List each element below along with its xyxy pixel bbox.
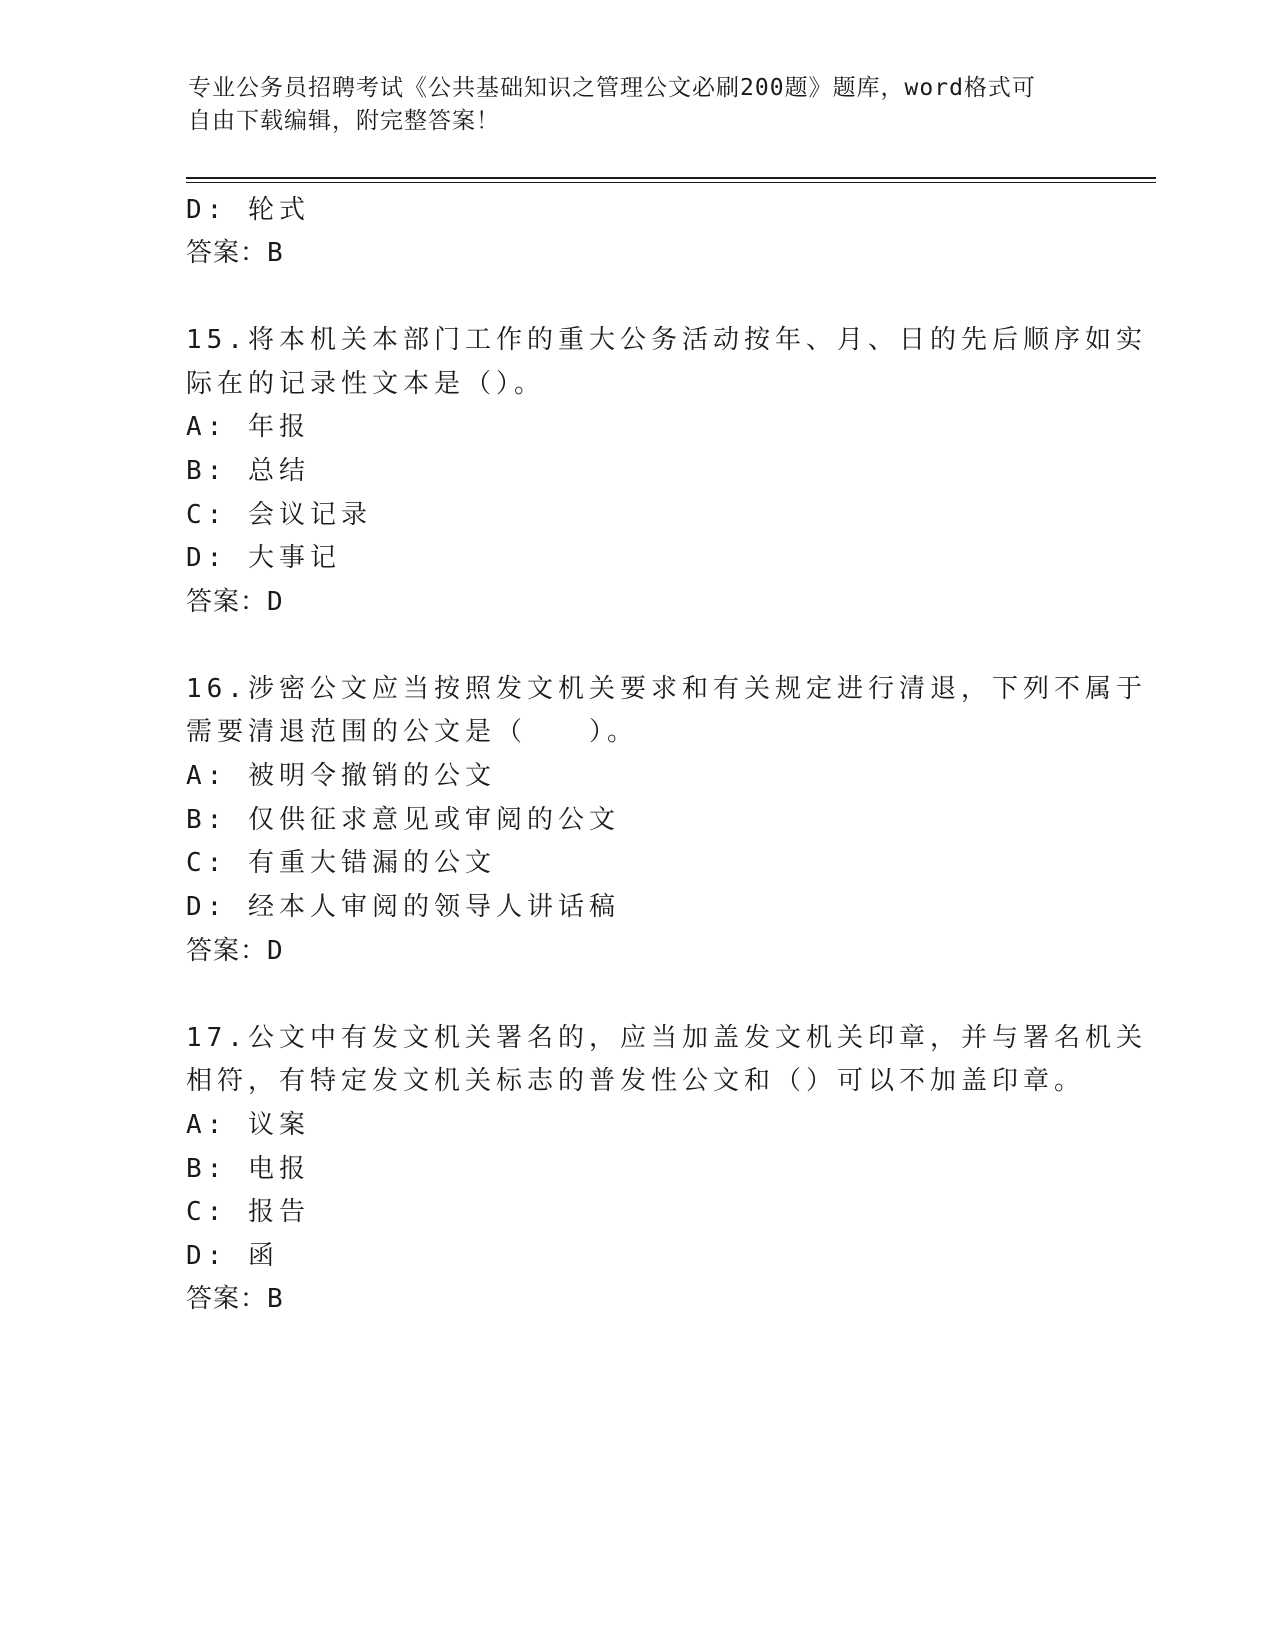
header-line-1: 专业公务员招聘考试《公共基础知识之管理公文必刷200题》题库，word格式可 [188, 75, 1036, 101]
header-divider-thin [186, 182, 1156, 183]
header-divider-thick [186, 177, 1156, 179]
header-line-2: 自由下载编辑，附完整答案！ [188, 108, 500, 134]
q17-answer: 答案：B [186, 1284, 284, 1314]
q16-answer: 答案：D [186, 936, 284, 966]
q14-answer: 答案：B [186, 238, 284, 268]
q17-option-a: A: 议案 [186, 1110, 310, 1140]
q15-option-b: B: 总结 [186, 456, 310, 486]
q16-option-a: A: 被明令撤销的公文 [186, 761, 496, 791]
q16-stem-line-1: 16.涉密公文应当按照发文机关要求和有关规定进行清退，下列不属于 [186, 674, 1147, 704]
q17-stem-line-2: 相符，有特定发文机关标志的普发性公文和（）可以不加盖印章。 [186, 1066, 1086, 1096]
q14-option-d: D: 轮式 [186, 195, 310, 225]
q15-option-a: A: 年报 [186, 412, 310, 442]
q15-option-d: D: 大事记 [186, 543, 341, 573]
q17-stem-line-1: 17.公文中有发文机关署名的，应当加盖发文机关印章，并与署名机关 [186, 1023, 1147, 1053]
q16-option-b: B: 仅供征求意见或审阅的公文 [186, 805, 620, 835]
q15-answer: 答案：D [186, 587, 284, 617]
q17-option-b: B: 电报 [186, 1154, 310, 1184]
q17-option-d: D: 函 [186, 1241, 279, 1271]
q17-option-c: C: 报告 [186, 1197, 310, 1227]
q15-stem-line-1: 15.将本机关本部门工作的重大公务活动按年、月、日的先后顺序如实 [186, 325, 1147, 355]
document-header [188, 72, 1068, 138]
q16-stem-line-2: 需要清退范围的公文是（ ）。 [186, 717, 639, 747]
q16-option-d: D: 经本人审阅的领导人讲话稿 [186, 892, 620, 922]
q16-option-c: C: 有重大错漏的公文 [186, 848, 496, 878]
q15-option-c: C: 会议记录 [186, 500, 372, 530]
q15-stem-line-2: 际在的记录性文本是（）。 [186, 369, 546, 399]
